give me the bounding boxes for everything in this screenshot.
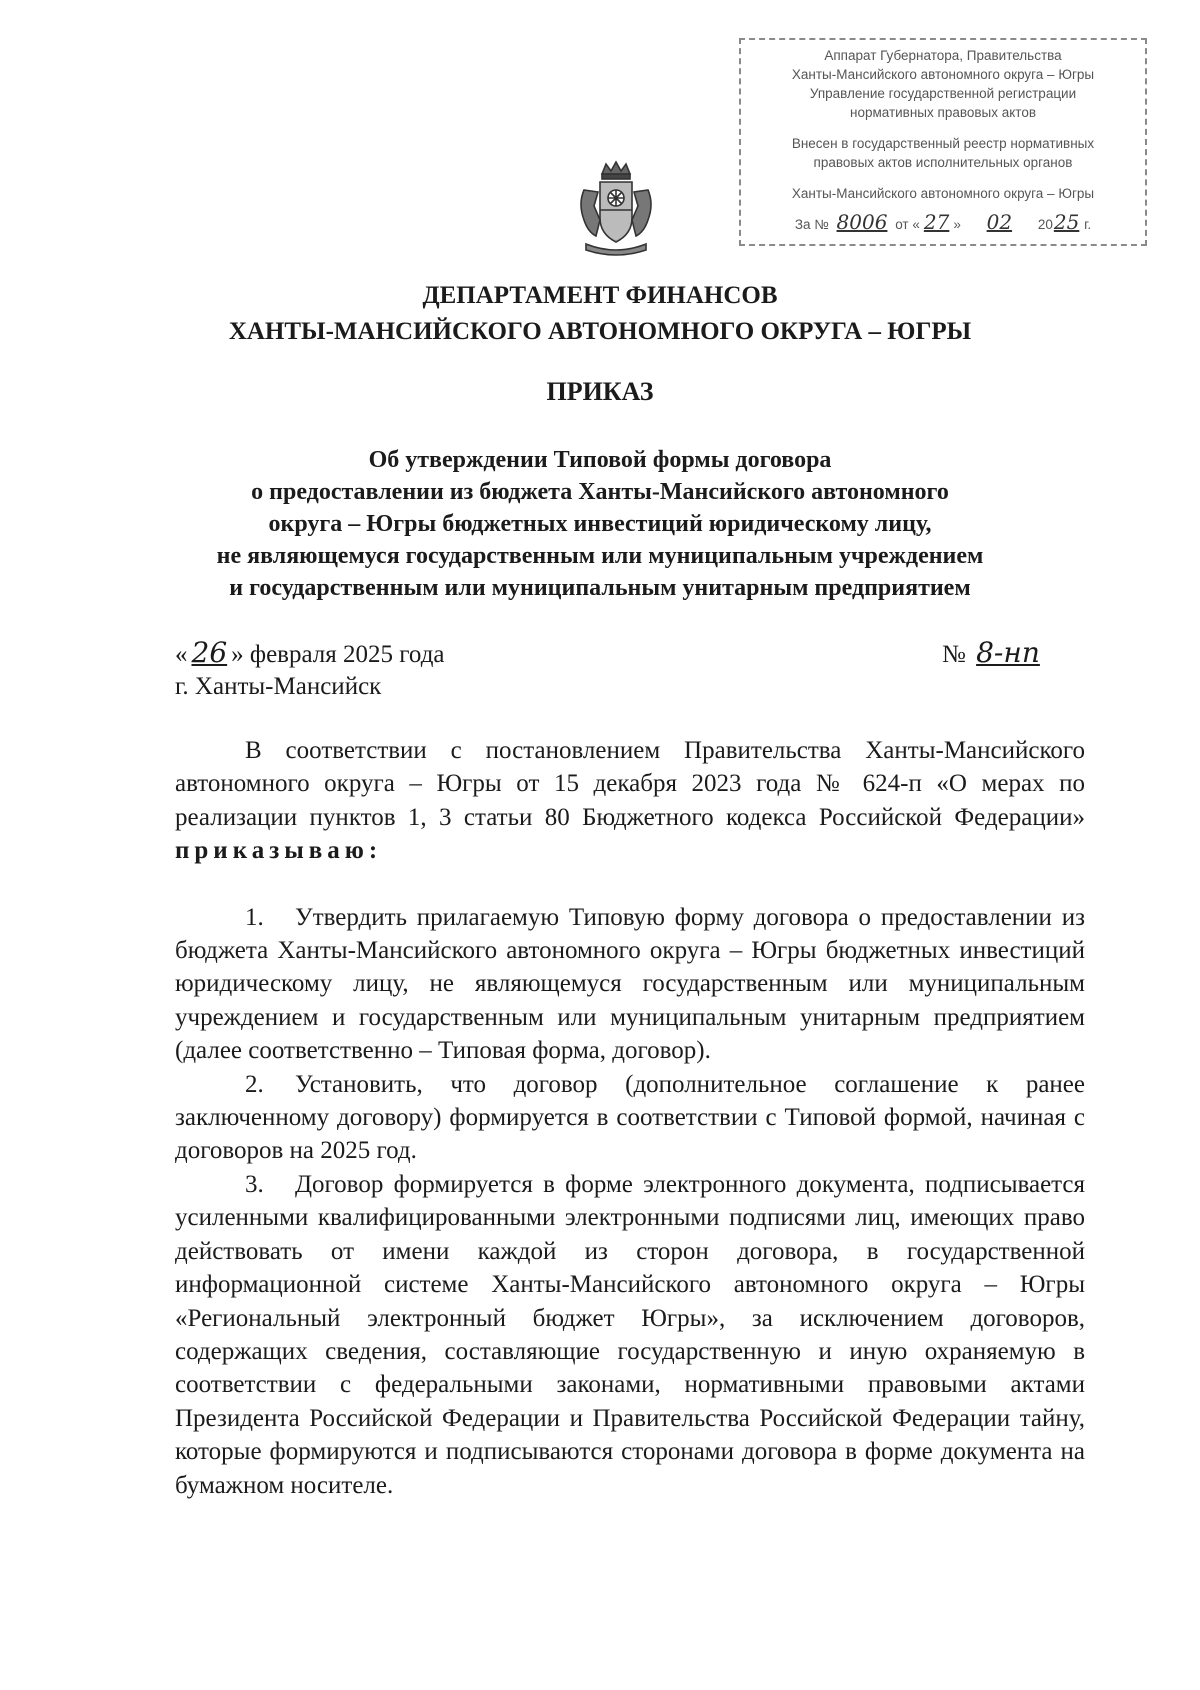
document-city: г. Ханты-Мансийск [175,673,382,700]
paragraph-2 [175,1068,1085,1168]
stamp-reg-from: от « [895,217,920,232]
stamp-line: Аппарат Губернатора, Правительства [824,48,1062,63]
stamp-line: Ханты-Мансийского автономного округа – Югры [791,67,1095,82]
stamp-reg-g: г. [1084,217,1092,232]
stamp-line: Ханты-Мансийского автономного округа – Югры [791,186,1095,201]
date-day: 26 [191,636,228,669]
order-word: приказываю: [175,837,383,865]
subject-line: Об утверждении Типовой формы договора [368,447,832,473]
stamp-reg-year-prefix: 20 [1037,217,1053,232]
date-quote: « [175,641,188,668]
paragraph-text: Установить, что договор (дополнительное соглашение к ранее заключенному договору) формируется в соответствии с Типовой формой, начиная с договоров на 2025 год. [175,1070,1085,1165]
paragraph-number: 3. [245,1170,264,1198]
paragraph-text: Утвердить прилагаемую Типовую форму договора о предоставлении из бюджета Ханты-Мансийского автономного округа – Югры бюджетных инвестиций юридическому лицу, не являющемуся государственным или муниципальным учреждением и государственным или муниципальным унитарным предприятием (далее соответственно – Типовая форма, договор). [175,903,1085,1065]
subject-line: округа – Югры бюджетных инвестиций юридическому лицу, [268,511,932,537]
registration-stamp [739,38,1147,246]
stamp-line: Внесен в государственный реестр нормативных [791,136,1095,151]
preamble-text: В соответствии с постановлением Правительства Ханты-Мансийского автономного округа – Югры от 15 декабря 2023 года № 624-п «О мерах по реализации пунктов 1, 3 статьи 80 Бюджетного кодекса Российской Федерации» [175,737,1085,831]
department-name-line: ХАНТЫ-МАНСИЙСКОГО АВТОНОМНОГО ОКРУГА – ЮГРЫ [228,318,972,345]
stamp-reg-month: 02 [986,210,1013,234]
preamble-paragraph [175,734,1085,868]
paragraph-3 [175,1168,1085,1502]
document-date [175,636,445,672]
document-body [175,734,1085,1502]
stamp-reg-prefix: За № [794,217,829,232]
coat-of-arms-icon [574,160,658,260]
stamp-reg-quote: » [953,217,961,232]
document-subject [0,444,1200,604]
stamp-line: правовых актов исполнительных органов [813,155,1073,170]
document-number [942,636,1044,672]
subject-line: и государственным или муниципальным унитарным предприятием [229,575,971,601]
paragraph-number: 1. [245,903,264,931]
stamp-line: нормативных правовых актов [849,105,1037,120]
department-title [0,278,1200,350]
paragraph-1 [175,901,1085,1068]
stamp-reg-number: 8006 [836,210,888,234]
paragraph-number: 2. [245,1070,264,1098]
number-value: 8-нп [976,636,1040,669]
stamp-registration-line [749,210,1137,234]
stamp-reg-year-suffix: 25 [1053,210,1080,234]
stamp-reg-day: 27 [923,210,950,234]
date-rest: » февраля 2025 года [231,641,445,668]
paragraph-text: Договор формируется в форме электронного документа, подписывается усиленными квалифицированными электронными подписями лиц, имеющих право действовать от имени каждой из сторон договора, в государственной информационной системе Ханты-Мансийского автономного округа – Югры «Региональный электронный бюджет Югры», за исключением договоров, содержащих сведения, составляющие государственную и иную охраняемую в соответствии с федеральными законами, нормативными правовыми актами Президента Российской Федерации и Правительства Российской Федерации тайну, которые формируются и подписываются сторонами договора в форме документа на бумажном носителе. [175,1170,1085,1499]
department-name-line: ДЕПАРТАМЕНТ ФИНАНСОВ [422,282,778,309]
number-label: № [942,641,966,668]
document-type: ПРИКАЗ [546,377,654,406]
subject-line: не являющемуся государственным или муниципальным учреждением [216,543,984,569]
subject-line: о предоставлении из бюджета Ханты-Мансийского автономного [251,479,949,505]
stamp-line: Управление государственной регистрации [809,86,1077,101]
